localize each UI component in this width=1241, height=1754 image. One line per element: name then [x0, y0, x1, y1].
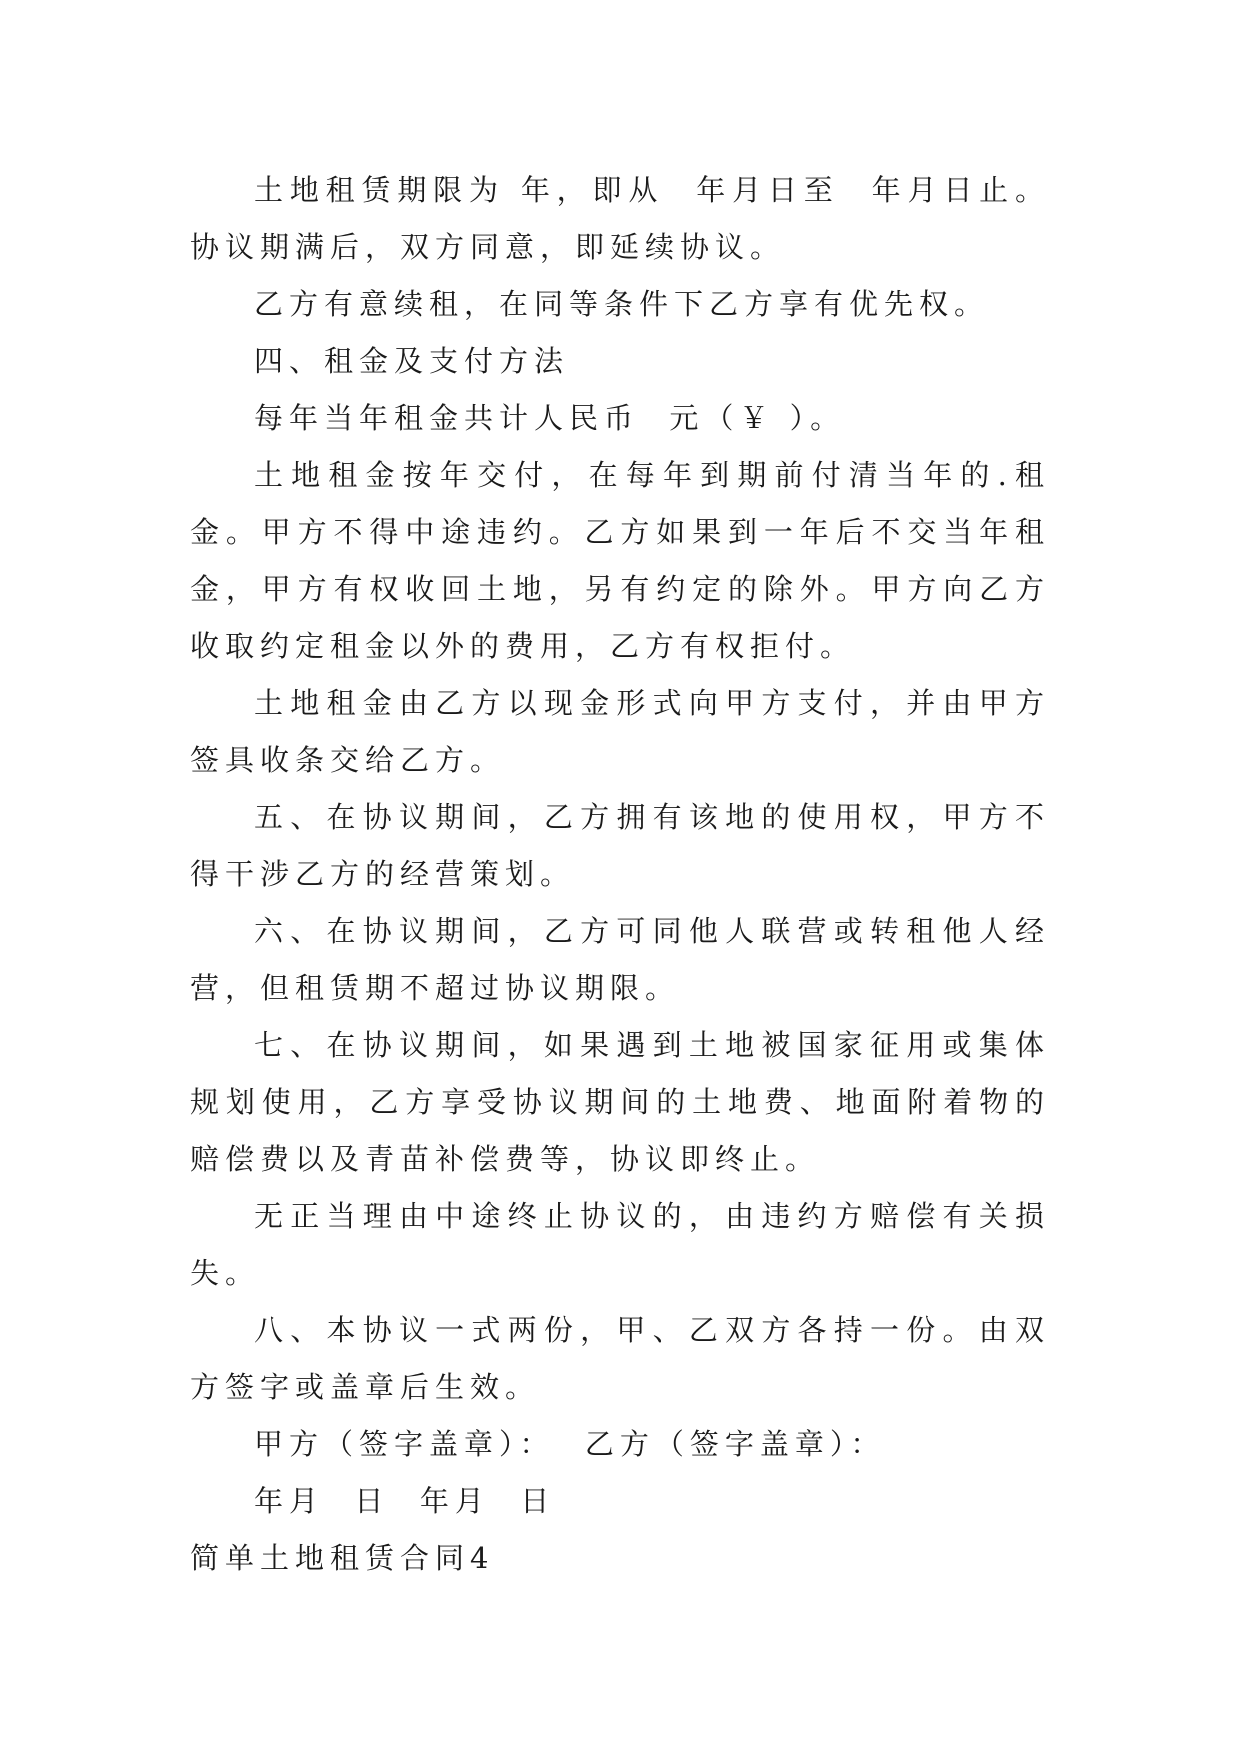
paragraph-clause-eight: 八、本协议一式两份，甲、乙双方各持一份。由双方签字或盖章后生效。 [190, 1313, 1050, 1404]
signature-line: 甲方（签字盖章）： 乙方（签字盖章）： [254, 1427, 886, 1461]
date-line: 年月 日 年月 日 [254, 1484, 556, 1518]
paragraph-clause-five: 五、在协议期间，乙方拥有该地的使用权，甲方不得干涉乙方的经营策划。 [190, 800, 1050, 891]
section-heading-rent-payment: 四、租金及支付方法 [254, 344, 570, 378]
paragraph-rent-schedule: 土地租金按年交付，在每年到期前付清当年的.租金。甲方不得中途违约。乙方如果到一年后不交当年租金，甲方有权收回土地，另有约定的除外。甲方向乙方收取约定租金以外的费用，乙方有权拒付。 [190, 458, 1050, 663]
paragraph-rent-cash-payment: 土地租金由乙方以现金形式向甲方支付，并由甲方签具收条交给乙方。 [190, 686, 1050, 777]
paragraph-lease-term: 土地租赁期限为 年，即从 年月日至 年月日止。 协议期满后，双方同意，即延续协议。 [190, 173, 1066, 264]
paragraph-clause-six: 六、在协议期间，乙方可同他人联营或转租他人经营，但租赁期不超过协议期限。 [190, 914, 1050, 1005]
paragraph-breach-compensation: 无正当理由中途终止协议的，由违约方赔偿有关损失。 [190, 1199, 1050, 1290]
next-document-title: 简单土地租赁合同4 [190, 1541, 495, 1575]
paragraph-clause-seven: 七、在协议期间，如果遇到土地被国家征用或集体规划使用，乙方享受协议期间的土地费、地面附着物的赔偿费以及青苗补偿费等，协议即终止。 [190, 1028, 1050, 1176]
paragraph-renewal-priority: 乙方有意续租，在同等条件下乙方享有优先权。 [254, 287, 990, 321]
paragraph-annual-rent: 每年当年租金共计人民币 元（￥ ）。 [254, 401, 846, 435]
document-body [190, 162, 1066, 1587]
